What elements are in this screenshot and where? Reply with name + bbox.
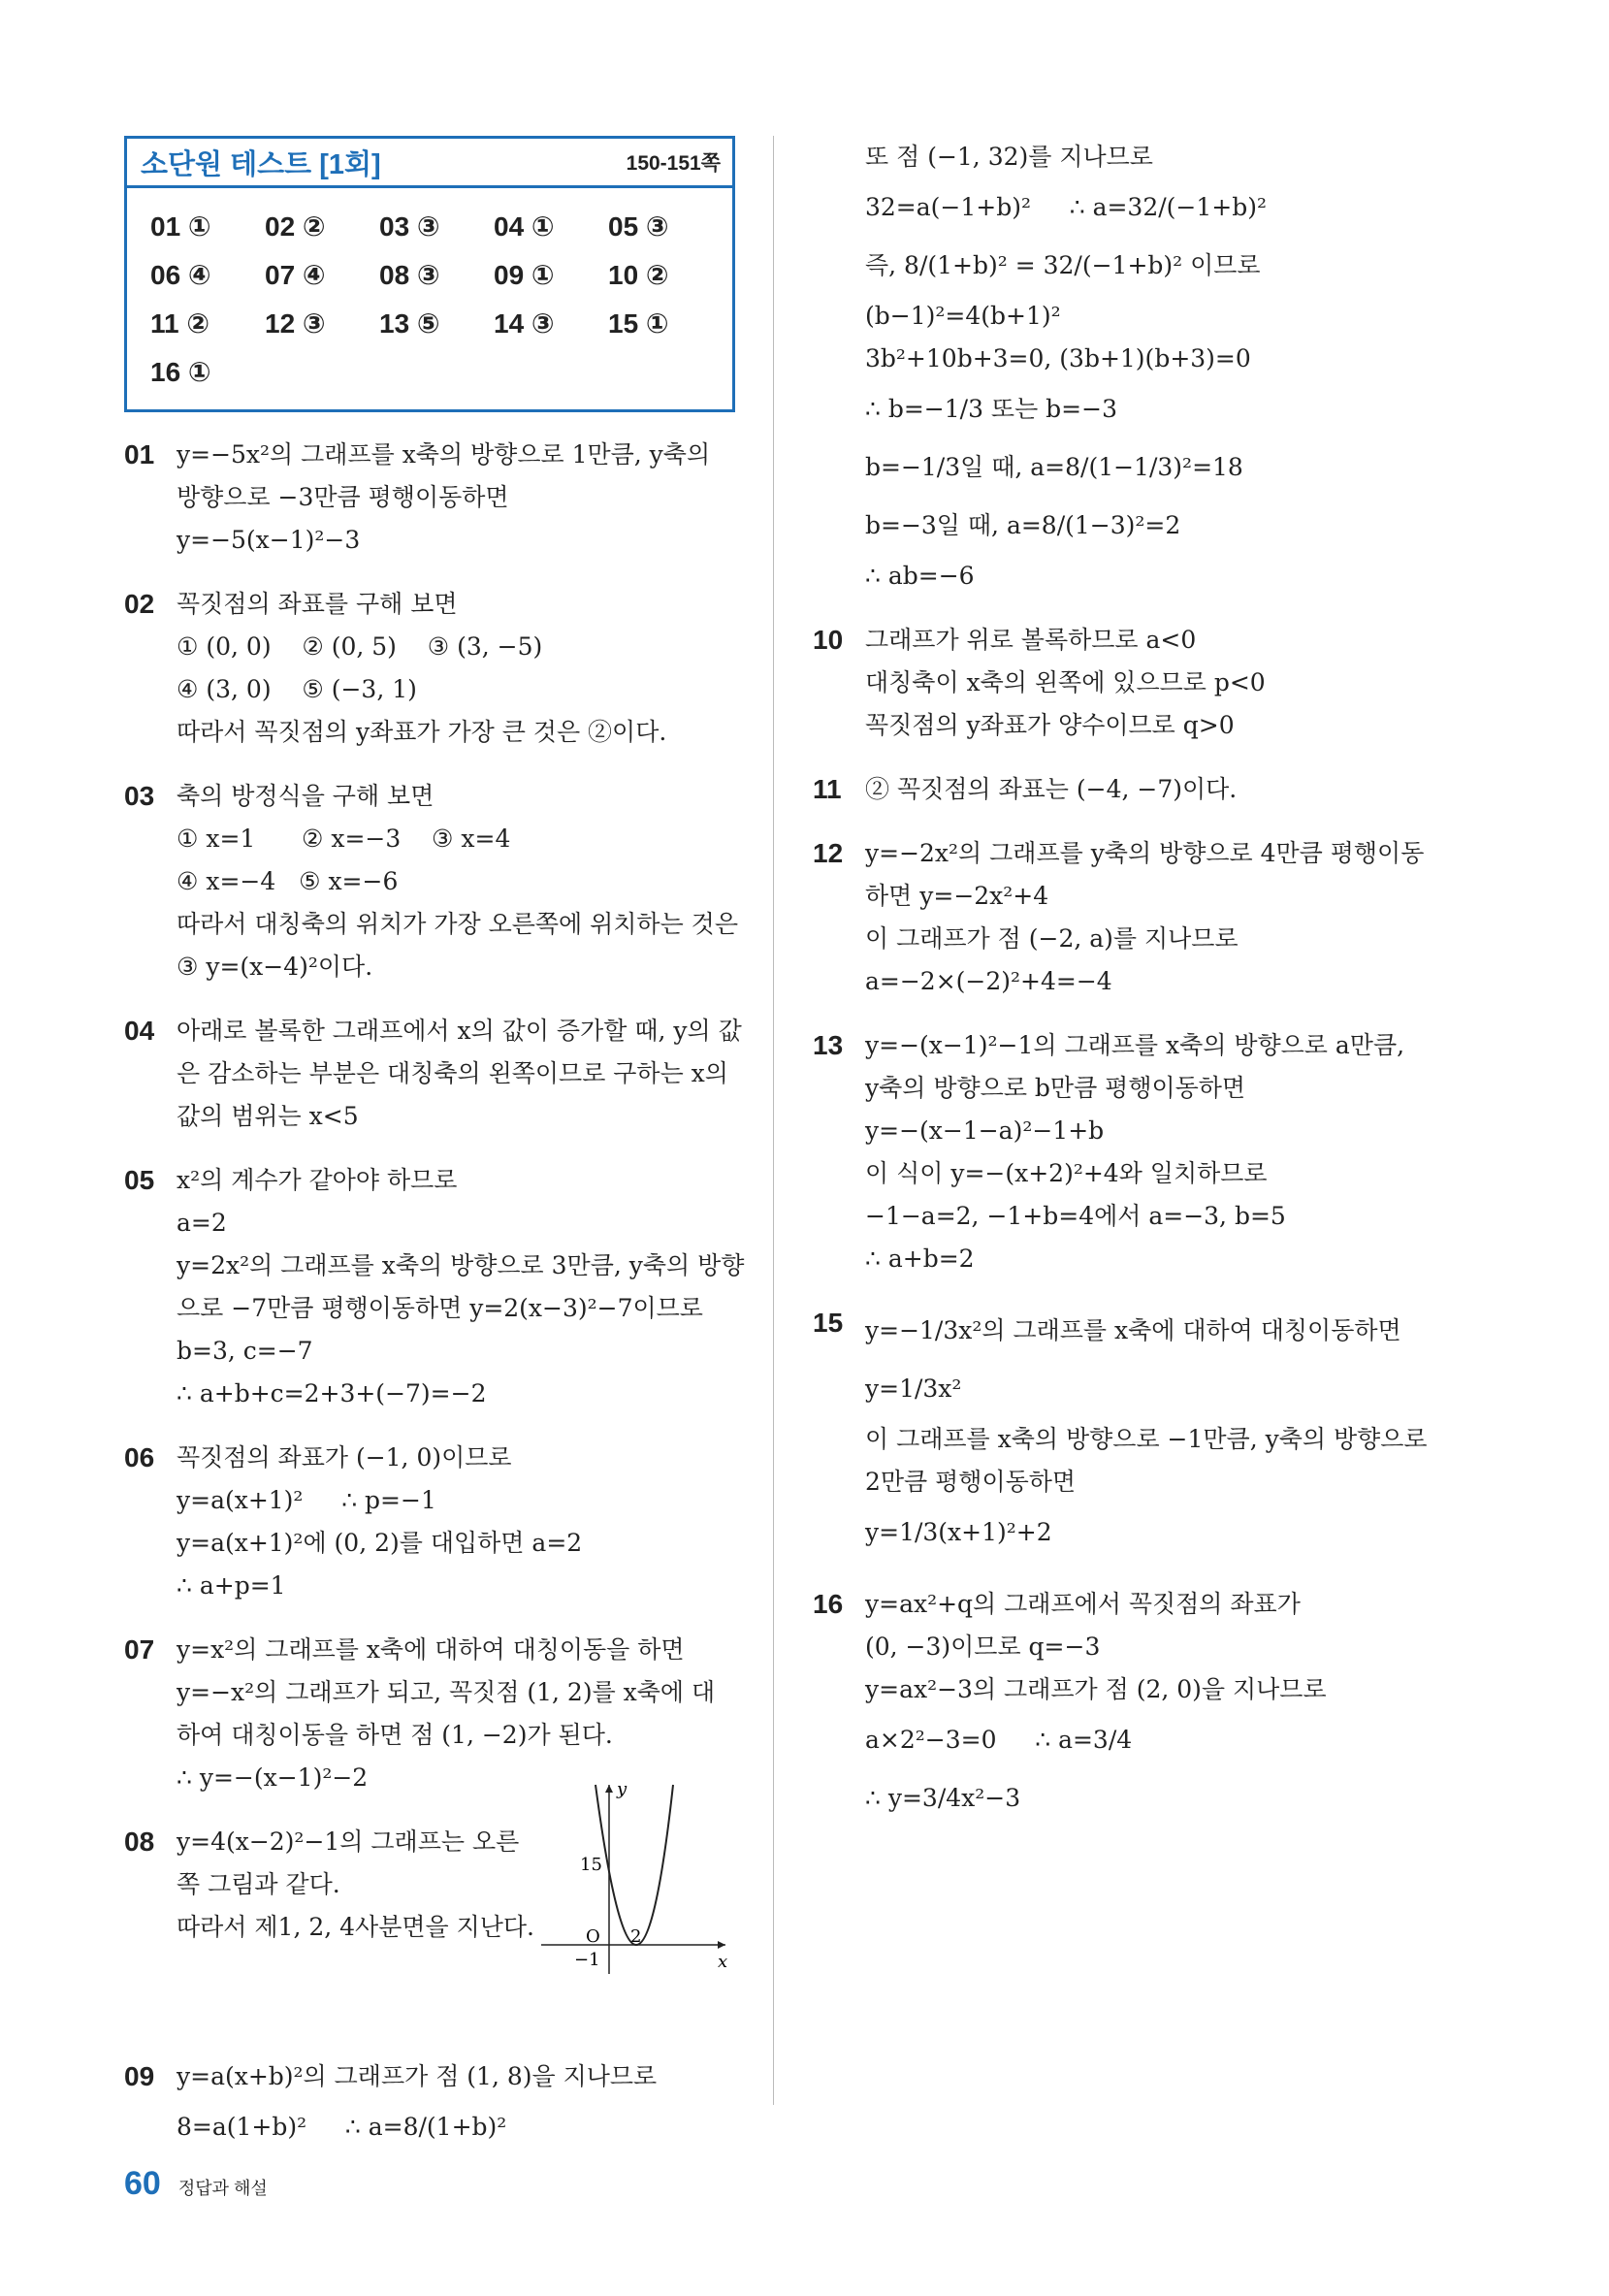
answer-grid (127, 188, 732, 409)
solution-line: 은 감소하는 부분은 대칭축의 왼쪽이므로 구하는 x의 (177, 1059, 728, 1087)
solution-line: y=−(x−1−a)²−1+b (865, 1116, 1105, 1145)
solution-line: 쪽 그림과 같다. (177, 1870, 340, 1898)
solution-line: ① (0, 0) ② (0, 5) ③ (3, −5) (177, 632, 543, 661)
problem-solution (177, 2055, 735, 2156)
problem-number: 16 (813, 1589, 844, 1619)
problem (124, 775, 738, 988)
graph-y-arrow (605, 1785, 613, 1793)
parabola-graph (531, 1775, 735, 1979)
right-column (813, 136, 1433, 1827)
problem-solution (177, 1159, 744, 1415)
solution-line: 따라서 대칭축의 위치가 가장 오른쪽에 위치하는 것은 (177, 910, 738, 938)
problem (813, 136, 1433, 598)
page-footer (124, 2165, 268, 2203)
solution-line: ∴ a+b+c=2+3+(−7)=−2 (177, 1379, 487, 1407)
problem-number: 09 (124, 2061, 155, 2091)
solution-line: 꼭짓점의 좌표를 구해 보면 (177, 590, 458, 618)
graph-vertex-y-label: −1 (574, 1950, 600, 1970)
answer-item: 15 ① (608, 308, 669, 339)
solution-line: y=x²의 그래프를 x축에 대하여 대칭이동을 하면 (177, 1635, 685, 1664)
solution-line: y=−5(x−1)²−3 (177, 526, 361, 554)
problem-number (813, 136, 865, 598)
solution-line: 이 그래프가 점 (−2, a)를 지나므로 (865, 924, 1239, 953)
problem-number: 07 (124, 1634, 155, 1665)
problem-number: 12 (813, 838, 844, 868)
solution-line: (b−1)²=4(b+1)² (865, 302, 1061, 330)
problem (813, 1583, 1433, 1827)
answer-item: 03 ③ (379, 211, 440, 242)
answer-item: 07 ④ (265, 260, 326, 290)
solution-line: y=−(x−1)²−1의 그래프를 x축의 방향으로 a만큼, (865, 1031, 1405, 1059)
problem-solution (177, 1010, 742, 1138)
solution-line: a×2²−3=0 ∴ a=3/4 (865, 1726, 1133, 1754)
solution-line: 8=a(1+b)² ∴ a=8/(1+b)² (177, 2113, 507, 2141)
solution-line: y=a(x+b)²의 그래프가 점 (1, 8)을 지나므로 (177, 2062, 658, 2090)
problem-number: 11 (813, 774, 842, 804)
solution-line: 즉, 8/(1+b)² = 32/(−1+b)² 이므로 (865, 251, 1261, 279)
solution-line: b=−1/3일 때, a=8/(1−1/3)²=18 (865, 453, 1243, 481)
graph-x-arrow (718, 1941, 725, 1949)
answer-item: 12 ③ (265, 308, 326, 339)
solution-line: 이 그래프를 x축의 방향으로 −1만큼, y축의 방향으로 (865, 1425, 1428, 1453)
answer-item: 14 ③ (494, 308, 555, 339)
solution-line: 방향으로 −3만큼 평행이동하면 (177, 483, 509, 511)
solution-line: 32=a(−1+b)² ∴ a=32/(−1+b)² (865, 193, 1268, 221)
problem (813, 768, 1433, 811)
solution-line: y=1/3(x+1)²+2 (865, 1518, 1052, 1546)
graph-y-label: y (617, 1779, 628, 1799)
solution-line: y=2x²의 그래프를 x축의 방향으로 3만큼, y축의 방향 (177, 1251, 745, 1279)
problem-solution (865, 1302, 1433, 1562)
solution-line: y=−1/3x²의 그래프를 x축에 대하여 대칭이동하면 (865, 1316, 1401, 1344)
problem (124, 1159, 745, 1415)
problem-solution (177, 775, 738, 988)
solution-line: 하면 y=−2x²+4 (865, 882, 1049, 910)
problem (813, 1302, 1433, 1562)
answer-item: 08 ③ (379, 260, 440, 290)
page-number: 60 (124, 2165, 161, 2202)
solution-line: x²의 계수가 같아야 하므로 (177, 1166, 458, 1194)
problem (124, 1629, 735, 1799)
solution-line: 아래로 볼록한 그래프에서 x의 값이 증가할 때, y의 값 (177, 1017, 742, 1045)
answer-item: 10 ② (608, 260, 669, 290)
answer-item: 13 ⑤ (379, 308, 440, 339)
solution-line: ∴ b=−1/3 또는 b=−3 (865, 395, 1117, 423)
problem-number: 15 (813, 1308, 844, 1338)
solution-line: (0, −3)이므로 q=−3 (865, 1633, 1101, 1661)
problem-number: 08 (124, 1827, 155, 1857)
solution-line: y=a(x+1)²에 (0, 2)를 대입하면 a=2 (177, 1529, 583, 1557)
graph-origin-label: O (586, 1926, 600, 1947)
solution-line: ① x=1 ② x=−3 ③ x=4 (177, 825, 511, 853)
solution-line: ∴ y=−(x−1)²−2 (177, 1763, 369, 1792)
problem (124, 1437, 735, 1607)
problem-number: 10 (813, 625, 844, 655)
solution-line: y축의 방향으로 b만큼 평행이동하면 (865, 1074, 1246, 1102)
answer-item: 04 ① (494, 211, 555, 242)
solution-line: 따라서 꼭짓점의 y좌표가 가장 큰 것은 ②이다. (177, 718, 667, 746)
graph-x-label: x (718, 1952, 728, 1972)
solution-line: 하여 대칭이동을 하면 점 (1, −2)가 된다. (177, 1721, 613, 1749)
right-problem-list (813, 136, 1433, 1827)
solution-line: ∴ ab=−6 (865, 562, 975, 590)
problem (813, 619, 1433, 747)
solution-line: 꼭짓점의 좌표가 (−1, 0)이므로 (177, 1443, 512, 1471)
solution-line: ③ y=(x−4)²이다. (177, 953, 373, 981)
solution-line: 3b²+10b+3=0, (3b+1)(b+3)=0 (865, 344, 1251, 372)
answer-box-title: 소단원 테스트 [1회] (141, 148, 381, 180)
solution-line: ∴ a+b=2 (865, 1245, 975, 1273)
problem-number: 06 (124, 1442, 155, 1472)
problem-number: 13 (813, 1030, 844, 1060)
answer-box (124, 136, 735, 412)
problem-solution (177, 583, 735, 754)
answer-item: 16 ① (150, 357, 211, 387)
solution-line: y=ax²−3의 그래프가 점 (2, 0)을 지나므로 (865, 1675, 1327, 1703)
problem (124, 2055, 735, 2156)
problem (813, 1024, 1433, 1280)
solution-line: 이 식이 y=−(x+2)²+4와 일치하므로 (865, 1159, 1268, 1187)
answer-item: 06 ④ (150, 260, 211, 290)
problem-solution (865, 136, 1433, 598)
solution-line: y=a(x+1)² ∴ p=−1 (177, 1486, 436, 1514)
problem-solution (865, 1024, 1433, 1280)
solution-line: 따라서 제1, 2, 4사분면을 지난다. (177, 1913, 534, 1941)
solution-line: a=−2×(−2)²+4=−4 (865, 967, 1112, 995)
footer-label: 정답과 해설 (177, 2179, 268, 2198)
problem-solution (865, 768, 1433, 811)
solution-line: ∴ a+p=1 (177, 1571, 286, 1600)
problem-solution (177, 1629, 735, 1799)
problem-number: 03 (124, 781, 155, 811)
answer-item: 09 ① (494, 260, 555, 290)
problem (124, 1010, 742, 1138)
problem (124, 583, 735, 754)
answer-item: 11 ② (150, 308, 210, 339)
solution-line: 대칭축이 x축의 왼쪽에 있으므로 p<0 (865, 668, 1266, 696)
solution-line: 또 점 (−1, 32)를 지나므로 (865, 143, 1153, 171)
problem-number: 05 (124, 1165, 155, 1195)
solution-line: y=−5x²의 그래프를 x축의 방향으로 1만큼, y축의 (177, 440, 711, 469)
solution-line (177, 1991, 735, 2034)
solution-line: 그래프가 위로 볼록하므로 a<0 (865, 626, 1197, 654)
graph-y-tick-label: 15 (580, 1855, 602, 1875)
solution-line: 2만큼 평행이동하면 (865, 1468, 1077, 1496)
solution-line: b=−3일 때, a=8/(1−3)²=2 (865, 511, 1181, 539)
solution-line: y=4(x−2)²−1의 그래프는 오른 (177, 1827, 520, 1856)
solution-line: y=−2x²의 그래프를 y축의 방향으로 4만큼 평행이동 (865, 839, 1425, 867)
graph-x-tick-label: 2 (630, 1926, 642, 1947)
solution-line: b=3, c=−7 (177, 1337, 313, 1365)
problem-number: 01 (124, 439, 155, 469)
problem-solution (865, 832, 1433, 1003)
solution-line: ∴ y=3/4x²−3 (865, 1784, 1021, 1812)
solution-line: ④ (3, 0) ⑤ (−3, 1) (177, 675, 417, 703)
problem-number: 02 (124, 589, 155, 619)
answer-box-header (127, 139, 732, 188)
solution-line: y=1/3x² (865, 1374, 962, 1403)
solution-line: 으로 −7만큼 평행이동하면 y=2(x−3)²−7이므로 (177, 1294, 703, 1322)
solution-line: 축의 방정식을 구해 보면 (177, 782, 434, 810)
parabola-curve (595, 1785, 673, 1945)
solution-line: ② 꼭짓점의 좌표는 (−4, −7)이다. (865, 775, 1238, 803)
problem-solution (177, 434, 735, 562)
problem (124, 434, 735, 562)
solution-line: 값의 범위는 x<5 (177, 1102, 359, 1130)
problem-number: 04 (124, 1016, 155, 1046)
solution-line: −1−a=2, −1+b=4에서 a=−3, b=5 (865, 1202, 1286, 1230)
solution-line: a=2 (177, 1209, 227, 1237)
column-divider (773, 136, 774, 2105)
answer-item: 01 ① (150, 211, 211, 242)
solution-line: ④ x=−4 ⑤ x=−6 (177, 867, 399, 895)
solution-line: y=ax²+q의 그래프에서 꼭짓점의 좌표가 (865, 1590, 1301, 1618)
answer-item: 02 ② (265, 211, 326, 242)
problem-solution (865, 619, 1433, 747)
problem (813, 832, 1433, 1003)
problem-solution (865, 1583, 1433, 1827)
solution-line: 꼭짓점의 y좌표가 양수이므로 q>0 (865, 711, 1235, 739)
answer-box-pages: 150-151쪽 (626, 152, 721, 175)
problem-solution (177, 1437, 735, 1607)
solution-line: y=−x²의 그래프가 되고, 꼭짓점 (1, 2)를 x축에 대 (177, 1678, 716, 1706)
answer-item: 05 ③ (608, 211, 669, 242)
